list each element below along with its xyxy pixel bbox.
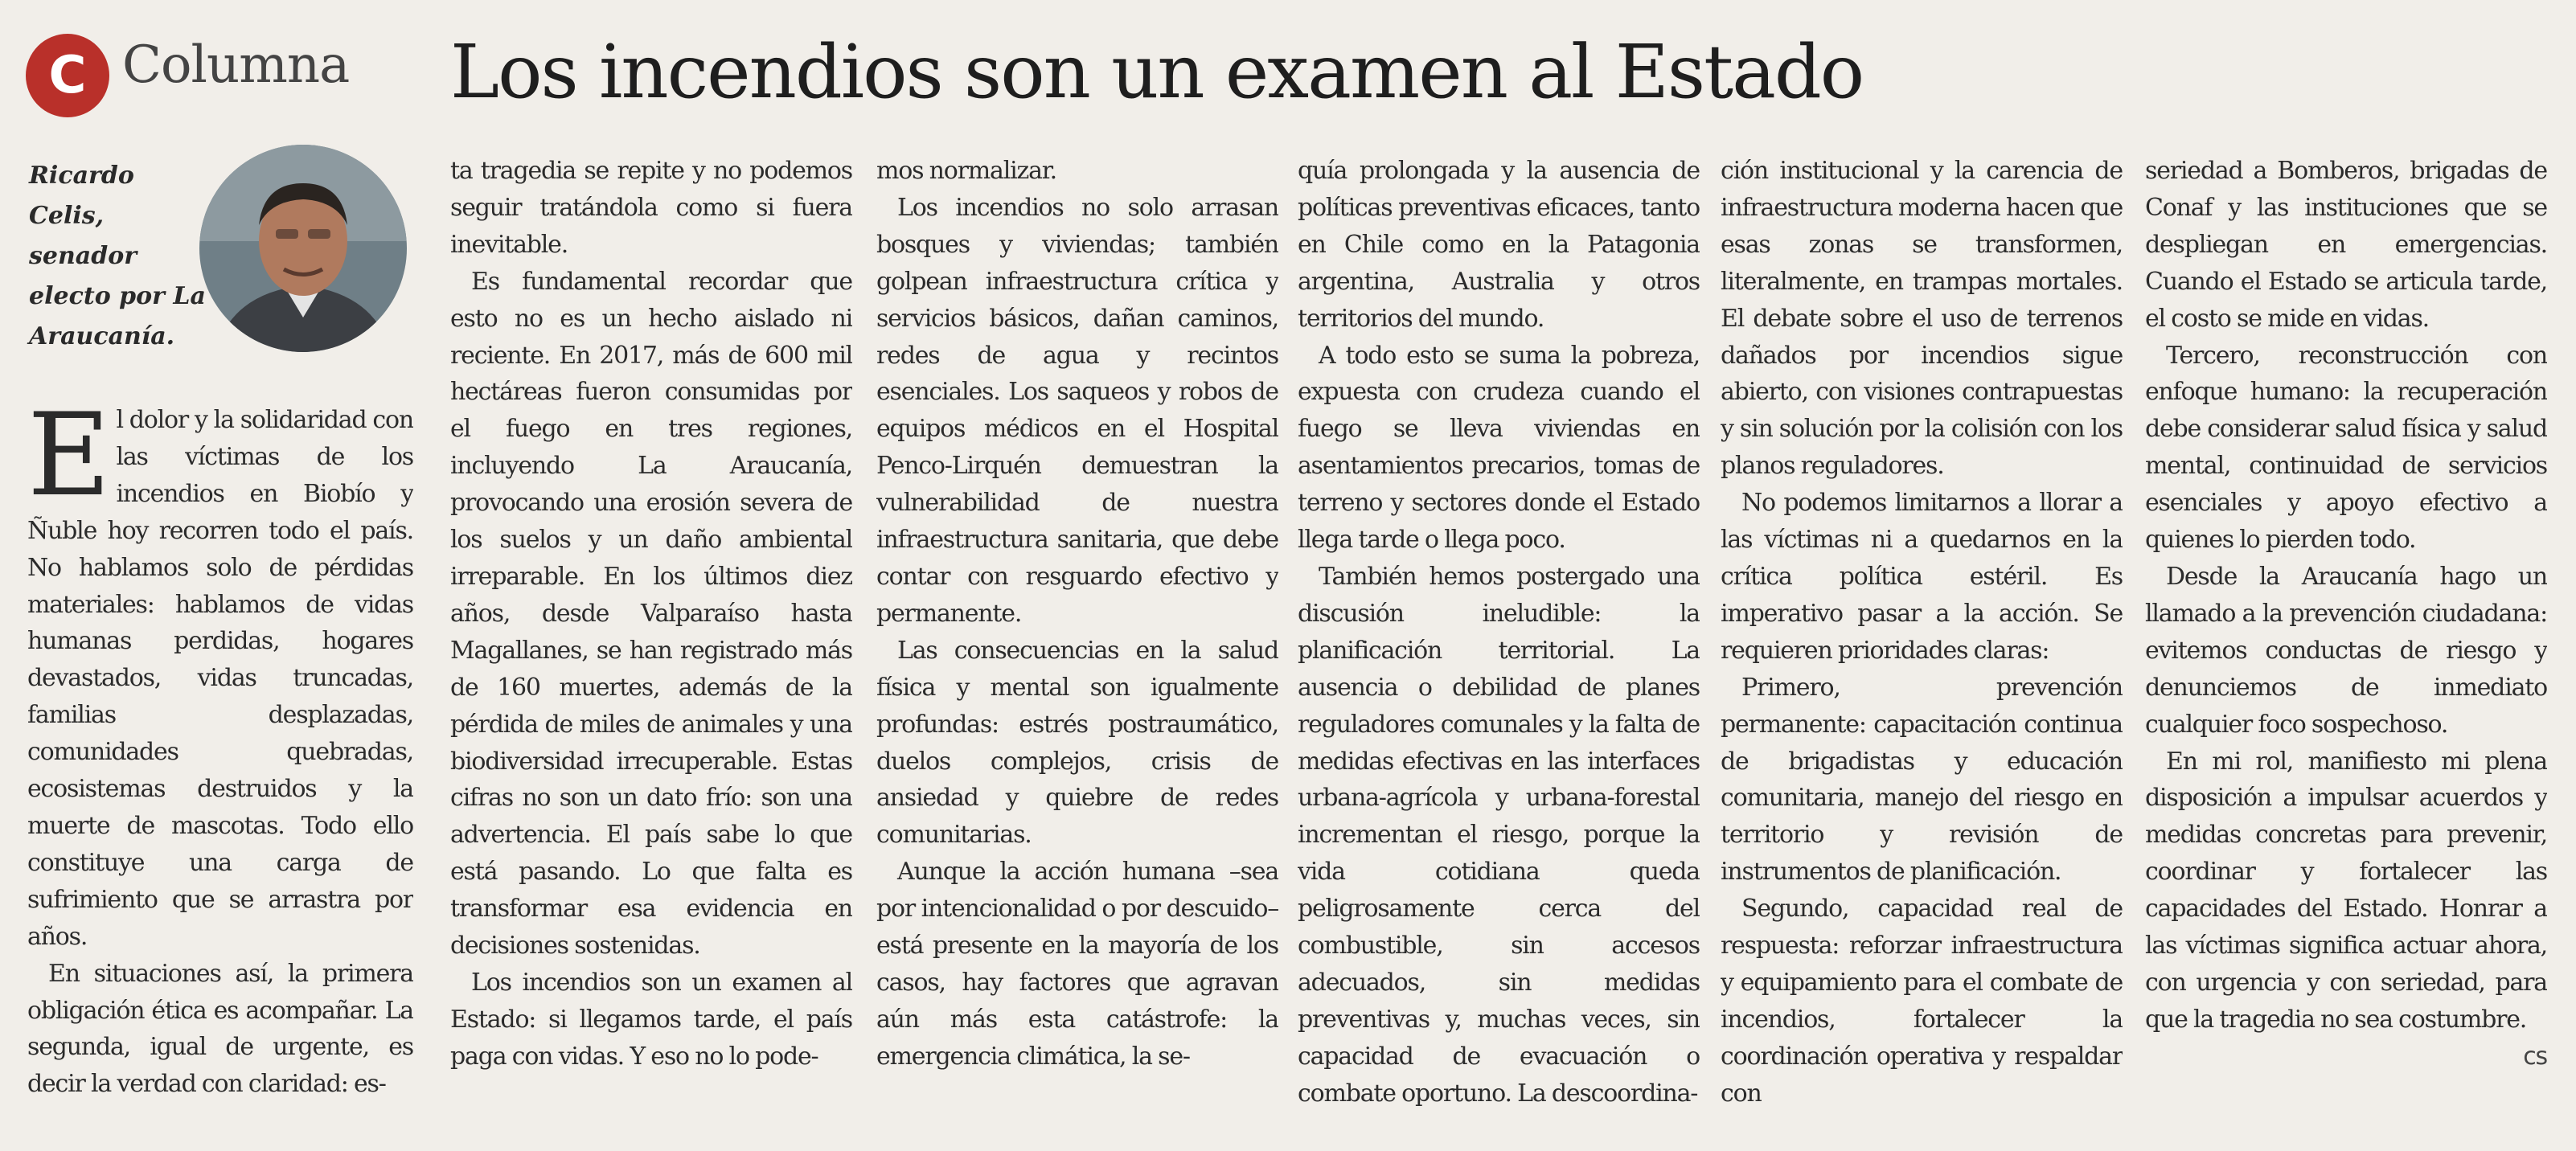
paragraph: En situaciones así, la primera obligación ética es acompañar. La segunda, igual de urgente, es decir la verdad con claridad: es- xyxy=(27,959,413,1099)
paragraph: En mi rol, manifiesto mi plena disposición a impulsar acuerdos y medidas concretas para prevenir, coordinar y fortalecer las capacidades del Estado. Honrar a las víctimas significa actuar ahora, con urgencia y con seriedad, para que la tragedia no sea costumbre. cs xyxy=(2145,743,2547,1038)
paragraph: Segundo, capacidad real de respuesta: reforzar infraestructura y equipamiento para el combate de incendios, fortalecer la coordinación operativa y respaldar con xyxy=(1721,895,2123,1108)
column-badge-icon: C xyxy=(26,34,109,117)
paragraph: Es fundamental recordar que esto no es un hecho aislado ni reciente. En 2017, más de 600 mil hectáreas fueron consumidas por el fuego en tres regiones, incluyendo La Araucanía, provocando una erosión severa de los suelos y un daño ambiental irreparable. En los últimos diez años, desde Valparaíso hasta Magallanes, se han registrado más de 160 muertes, además de la pérdida de miles de animales y una biodiversidad irrecuperable. Estas cifras no son un dato frío: son una advertencia. El país sabe lo que está pasando. Lo que falta es transformar esa evidencia en decisiones sostenidas. xyxy=(450,267,852,961)
article-column-4 xyxy=(1298,153,1700,1141)
article-headline: Los incendios son un examen al Estado xyxy=(450,29,1864,115)
paragraph: Tercero, reconstrucción con enfoque humano: la recuperación debe considerar salud física y salud mental, continuidad de servicios esenciales y apoyo efectivo a quienes lo pierden todo. xyxy=(2145,341,2547,555)
article-column-6 xyxy=(2145,153,2547,1141)
paragraph: El dolor y la solidaridad con las víctimas de los incendios en Biobío y Ñuble hoy recorren todo el país. No hablamos solo de pérdidas materiales: hablamos de vidas humanas perdidas, hogares devastados, vidas truncadas, familias desplazadas, comunidades quebradas, ecosistemas destruidos y la muerte de mascotas. Todo ello constituye una carga de sufrimiento que se arrastra por años. xyxy=(27,402,413,951)
paragraph: Desde la Araucanía hago un llamado a la prevención ciudadana: evitemos conductas de riesgo y denunciemos de inmediato cualquier foco sospechoso. xyxy=(2145,562,2547,739)
paragraph: ta tragedia se repite y no podemos seguir tratándola como si fuera inevitable. xyxy=(450,157,852,259)
paragraph: También hemos postergado una discusión ineludible: la planificación territorial. La ausencia o debilidad de planes reguladores comunales y la falta de medidas efectivas en las interfaces urbana-agrícola y urbana-forestal incrementan el riesgo, porque la vida cotidiana queda peligrosamente cerca del combustible, sin accesos adecuados, sin medidas preventivas y, muchas veces, sin capacidad de evacuación o combate oportuno. La descoordina- xyxy=(1298,562,1700,1108)
paragraph: quía prolongada y la ausencia de políticas preventivas eficaces, tanto en Chile como en la Patagonia argentina, Australia y otros territorios del mundo. xyxy=(1298,157,1700,333)
paragraph: Primero, prevención permanente: capacitación continua de brigadistas y educación comunitaria, manejo del riesgo en territorio y revisión de instrumentos de planificación. xyxy=(1721,673,2123,887)
paragraph: A todo esto se suma la pobreza, expuesta con crudeza cuando el fuego se lleva viviendas en asentamientos precarios, tomas de terreno y sectores donde el Estado llega tarde o llega poco. xyxy=(1298,341,1700,555)
article-column-5 xyxy=(1721,153,2123,1141)
paragraph: Las consecuencias en la salud física y mental son igualmente profundas: estrés postraumático, duelos complejos, crisis de ansiedad y quiebre de redes comunitarias. xyxy=(876,636,1278,850)
section-label: Columna xyxy=(122,35,350,95)
paragraph: Los incendios son un examen al Estado: si llegamos tarde, el país paga con vidas. Y eso no lo pode- xyxy=(450,968,852,1071)
paragraph: seriedad a Bomberos, brigadas de Conaf y las instituciones que se despliegan en emergencias. Cuando el Estado se articula tarde, el costo se mide en vidas. xyxy=(2145,157,2547,333)
drop-cap: E xyxy=(27,402,110,522)
paragraph: Los incendios no solo arrasan bosques y viviendas; también golpean infraestructura crítica y servicios básicos, dañan caminos, redes de agua y recintos esenciales. Los saqueos y robos de equipos médicos en el Hospital Penco-Lirquén demuestran la vulnerabilidad de nuestra infraestructura sanitaria, que debe contar con resguardo efectivo y permanente. xyxy=(876,193,1278,628)
author-byline: Ricardo Celis, senador electo por La Araucanía. xyxy=(29,162,206,350)
author-photo xyxy=(199,145,407,352)
end-mark-icon: cs xyxy=(2523,1042,2547,1071)
article-column-1 xyxy=(27,402,413,1141)
column-header xyxy=(0,0,2576,145)
article-column-2 xyxy=(450,153,852,1141)
paragraph: ción institucional y la carencia de infraestructura moderna hacen que esas zonas se transformen, literalmente, en trampas mortales. El debate sobre el uso de terrenos dañados por incendios sigue abierto, con visiones contrapuestas y sin solución por la colisión con los planos reguladores. xyxy=(1721,157,2123,481)
paragraph: Aunque la acción humana –sea por intencionalidad o por descuido– está presente en la mayoría de los casos, hay factores que agravan aún más esta catástrofe: la emergencia climática, la se- xyxy=(876,858,1278,1071)
paragraph: No podemos limitarnos a llorar a las víctimas ni a quedarnos en la crítica política estéril. Es imperativo pasar a la acción. Se requieren prioridades claras: xyxy=(1721,489,2123,665)
article-column-3 xyxy=(876,153,1278,1141)
paragraph: mos normalizar. xyxy=(876,157,1056,185)
